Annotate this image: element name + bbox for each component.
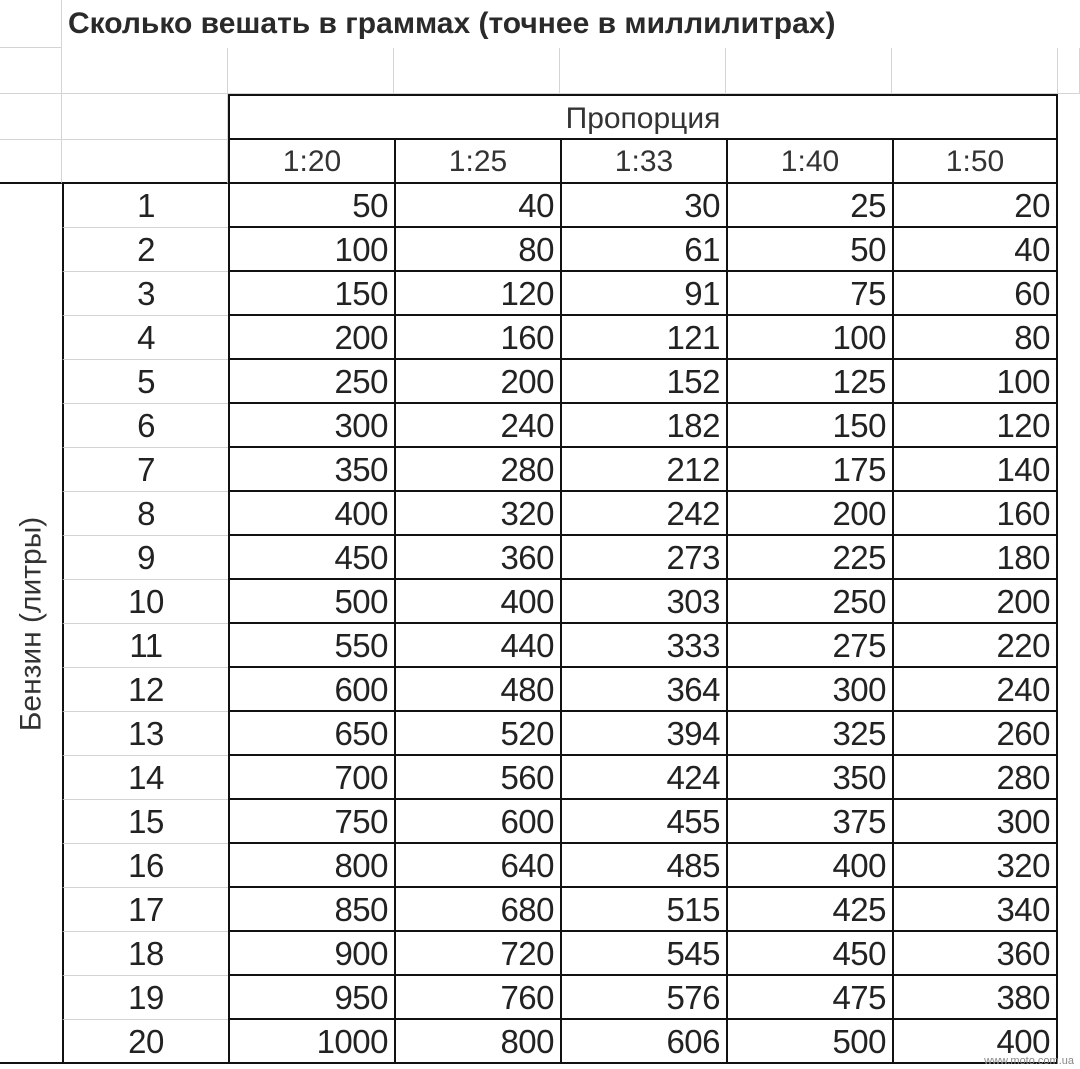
value-cell: 160: [394, 316, 560, 360]
value-cell: 400: [228, 492, 394, 536]
value-cell: 150: [726, 404, 892, 448]
value-cell: 475: [726, 976, 892, 1020]
value-cell: 350: [726, 756, 892, 800]
value-cell: 260: [892, 712, 1058, 756]
value-cell: 200: [394, 360, 560, 404]
value-cell: 275: [726, 624, 892, 668]
value-cell: 60: [892, 272, 1058, 316]
ratio-header-1-40: 1:40: [726, 140, 892, 184]
liters-cell: 11: [62, 624, 228, 668]
liters-cell: 16: [62, 844, 228, 888]
grid-cell[interactable]: [560, 48, 726, 94]
grid-cell[interactable]: [726, 48, 892, 94]
value-cell: 680: [394, 888, 560, 932]
value-cell: 40: [892, 228, 1058, 272]
value-cell: 700: [228, 756, 394, 800]
value-cell: 125: [726, 360, 892, 404]
liters-cell: 20: [62, 1020, 228, 1064]
liters-cell: 14: [62, 756, 228, 800]
value-cell: 182: [560, 404, 726, 448]
value-cell: 25: [726, 184, 892, 228]
value-cell: 360: [394, 536, 560, 580]
value-cell: 200: [726, 492, 892, 536]
value-cell: 120: [892, 404, 1058, 448]
value-cell: 576: [560, 976, 726, 1020]
value-cell: 303: [560, 580, 726, 624]
liters-cell: 10: [62, 580, 228, 624]
ratio-header-1-33: 1:33: [560, 140, 726, 184]
liters-cell: 19: [62, 976, 228, 1020]
liters-cell: 8: [62, 492, 228, 536]
value-cell: 760: [394, 976, 560, 1020]
value-cell: 325: [726, 712, 892, 756]
value-cell: 300: [726, 668, 892, 712]
grid-cell[interactable]: [62, 48, 228, 94]
grid-cell[interactable]: [892, 48, 1058, 94]
grid-cell[interactable]: [394, 48, 560, 94]
value-cell: 450: [726, 932, 892, 976]
liters-cell: 18: [62, 932, 228, 976]
value-cell: 480: [394, 668, 560, 712]
value-cell: 80: [394, 228, 560, 272]
proportion-header: Пропорция: [228, 94, 1058, 140]
value-cell: 640: [394, 844, 560, 888]
value-cell: 250: [726, 580, 892, 624]
grid-cell[interactable]: [228, 48, 394, 94]
grid-cell[interactable]: [62, 94, 228, 140]
value-cell: 800: [394, 1020, 560, 1064]
value-cell: 30: [560, 184, 726, 228]
value-cell: 242: [560, 492, 726, 536]
liters-cell: 9: [62, 536, 228, 580]
ratio-header-1-50: 1:50: [892, 140, 1058, 184]
value-cell: 450: [228, 536, 394, 580]
grid-cell[interactable]: [1058, 48, 1080, 94]
value-cell: 200: [228, 316, 394, 360]
value-cell: 50: [228, 184, 394, 228]
value-cell: 100: [892, 360, 1058, 404]
value-cell: 320: [394, 492, 560, 536]
value-cell: 61: [560, 228, 726, 272]
liters-cell: 7: [62, 448, 228, 492]
ratio-header-1-25: 1:25: [394, 140, 560, 184]
value-cell: 20: [892, 184, 1058, 228]
value-cell: 240: [394, 404, 560, 448]
grid-cell[interactable]: [0, 94, 62, 140]
liters-cell: 1: [62, 184, 228, 228]
value-cell: 300: [228, 404, 394, 448]
value-cell: 273: [560, 536, 726, 580]
ratio-header-1-20: 1:20: [228, 140, 394, 184]
liters-cell: 6: [62, 404, 228, 448]
value-cell: 220: [892, 624, 1058, 668]
value-cell: 750: [228, 800, 394, 844]
value-cell: 50: [726, 228, 892, 272]
value-cell: 400: [892, 1020, 1058, 1064]
value-cell: 560: [394, 756, 560, 800]
liters-cell: 3: [62, 272, 228, 316]
value-cell: 300: [892, 800, 1058, 844]
value-cell: 400: [726, 844, 892, 888]
value-cell: 40: [394, 184, 560, 228]
liters-cell: 15: [62, 800, 228, 844]
value-cell: 280: [892, 756, 1058, 800]
value-cell: 424: [560, 756, 726, 800]
value-cell: 160: [892, 492, 1058, 536]
watermark: www.moto.com.ua: [984, 1055, 1074, 1067]
value-cell: 350: [228, 448, 394, 492]
value-cell: 100: [228, 228, 394, 272]
grid-cell[interactable]: [0, 140, 62, 184]
value-cell: 440: [394, 624, 560, 668]
value-cell: 800: [228, 844, 394, 888]
value-cell: 520: [394, 712, 560, 756]
value-cell: 545: [560, 932, 726, 976]
value-cell: 140: [892, 448, 1058, 492]
value-cell: 250: [228, 360, 394, 404]
value-cell: 121: [560, 316, 726, 360]
value-cell: 100: [726, 316, 892, 360]
value-cell: 850: [228, 888, 394, 932]
value-cell: 600: [228, 668, 394, 712]
value-cell: 280: [394, 448, 560, 492]
value-cell: 394: [560, 712, 726, 756]
liters-cell: 5: [62, 360, 228, 404]
value-cell: 600: [394, 800, 560, 844]
value-cell: 720: [394, 932, 560, 976]
liters-cell: 13: [62, 712, 228, 756]
value-cell: 150: [228, 272, 394, 316]
value-cell: 360: [892, 932, 1058, 976]
value-cell: 320: [892, 844, 1058, 888]
grid-cell[interactable]: [62, 140, 228, 184]
value-cell: 175: [726, 448, 892, 492]
page-title: Сколько вешать в граммах (точнее в миллилитрах): [68, 7, 836, 40]
liters-cell: 17: [62, 888, 228, 932]
value-cell: 900: [228, 932, 394, 976]
value-cell: 180: [892, 536, 1058, 580]
value-cell: 650: [228, 712, 394, 756]
value-cell: 120: [394, 272, 560, 316]
value-cell: 75: [726, 272, 892, 316]
value-cell: 340: [892, 888, 1058, 932]
value-cell: 485: [560, 844, 726, 888]
value-cell: 425: [726, 888, 892, 932]
value-cell: 152: [560, 360, 726, 404]
value-cell: 240: [892, 668, 1058, 712]
value-cell: 1000: [228, 1020, 394, 1064]
row-axis-label-text: Бензин (литры): [14, 516, 47, 732]
value-cell: 212: [560, 448, 726, 492]
value-cell: 200: [892, 580, 1058, 624]
value-cell: 500: [228, 580, 394, 624]
value-cell: 606: [560, 1020, 726, 1064]
grid-cell[interactable]: [0, 0, 62, 48]
row-axis-label: [6, 184, 56, 1064]
value-cell: 333: [560, 624, 726, 668]
liters-cell: 2: [62, 228, 228, 272]
value-cell: 515: [560, 888, 726, 932]
value-cell: 225: [726, 536, 892, 580]
value-cell: 455: [560, 800, 726, 844]
grid-cell[interactable]: [0, 48, 62, 94]
value-cell: 950: [228, 976, 394, 1020]
value-cell: 364: [560, 668, 726, 712]
liters-cell: 4: [62, 316, 228, 360]
value-cell: 380: [892, 976, 1058, 1020]
liters-cell: 12: [62, 668, 228, 712]
value-cell: 500: [726, 1020, 892, 1064]
value-cell: 80: [892, 316, 1058, 360]
value-cell: 400: [394, 580, 560, 624]
value-cell: 375: [726, 800, 892, 844]
value-cell: 550: [228, 624, 394, 668]
value-cell: 91: [560, 272, 726, 316]
